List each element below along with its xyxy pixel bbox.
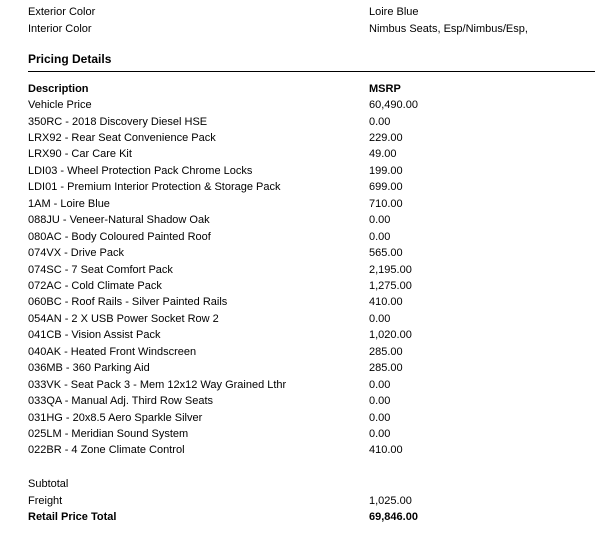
pricing-section-title: Pricing Details — [28, 52, 112, 66]
item-msrp: 410.00 — [369, 296, 403, 309]
pricing-item-row — [28, 443, 588, 457]
item-msrp: 699.00 — [369, 181, 403, 194]
item-description: 074SC - 7 Seat Comfort Pack — [28, 263, 173, 276]
item-description: 033QA - Manual Adj. Third Row Seats — [28, 395, 214, 408]
item-description: LRX92 - Rear Seat Convenience Pack — [28, 131, 216, 144]
pricing-item-row — [28, 147, 588, 161]
description-column-header: Description — [28, 83, 89, 95]
freight-label: Freight — [28, 495, 63, 507]
pricing-item-row — [28, 427, 588, 441]
pricing-item-row — [28, 213, 588, 227]
item-description: LRX90 - Car Care Kit — [28, 148, 132, 161]
item-description: 033VK - Seat Pack 3 - Mem 12x12 Way Grained Lthr — [28, 378, 287, 391]
item-description: 022BR - 4 Zone Climate Control — [28, 444, 185, 457]
item-msrp: 285.00 — [369, 345, 403, 358]
freight-row — [28, 494, 588, 508]
retail-total-label: Retail Price Total — [28, 511, 117, 523]
item-description: 080AC - Body Coloured Painted Roof — [28, 230, 211, 243]
item-msrp: 229.00 — [369, 131, 403, 144]
item-msrp: 60,490.00 — [369, 99, 418, 111]
pricing-item-row — [28, 328, 588, 342]
pricing-table-header — [28, 82, 588, 96]
pricing-item-row — [28, 164, 588, 178]
exterior-color-label: Exterior Color — [28, 6, 96, 18]
item-description: 025LM - Meridian Sound System — [28, 428, 189, 440]
subtotal-row — [28, 477, 588, 491]
item-description: 072AC - Cold Climate Pack — [28, 279, 162, 292]
section-divider — [28, 71, 595, 72]
pricing-item-row — [28, 378, 588, 392]
item-description: 088JU - Veneer-Natural Shadow Oak — [28, 214, 210, 227]
pricing-item-row — [28, 131, 588, 145]
pricing-item-row — [28, 295, 588, 309]
subtotal-label: Subtotal — [28, 478, 69, 490]
item-msrp: 0.00 — [369, 214, 391, 227]
item-description: Vehicle Price — [28, 99, 92, 111]
item-msrp: 1,020.00 — [369, 329, 412, 342]
item-msrp: 410.00 — [369, 444, 403, 457]
pricing-item-row — [28, 345, 588, 359]
pricing-item-row — [28, 263, 588, 277]
pricing-item-row — [28, 246, 588, 260]
item-msrp: 1,275.00 — [369, 279, 412, 292]
pricing-item-row — [28, 98, 588, 112]
item-msrp: 0.00 — [369, 378, 391, 391]
retail-total-value: 69,846.00 — [369, 511, 418, 523]
msrp-column-header: MSRP — [369, 83, 401, 95]
interior-color-value: Nimbus Seats, Esp/Nimbus/Esp, — [369, 23, 528, 35]
item-description: LDI01 - Premium Interior Protection & Storage Pack — [28, 181, 281, 194]
pricing-item-row — [28, 361, 588, 375]
interior-color-label: Interior Color — [28, 23, 92, 35]
item-msrp: 710.00 — [369, 197, 403, 210]
item-msrp: 2,195.00 — [369, 263, 412, 276]
exterior-color-value: Loire Blue — [369, 6, 419, 18]
item-description: 350RC - 2018 Discovery Diesel HSE — [28, 115, 208, 128]
pricing-item-row — [28, 197, 588, 211]
pricing-item-row — [28, 279, 588, 293]
pricing-item-row — [28, 312, 588, 326]
item-msrp: 0.00 — [369, 395, 391, 408]
item-description: 074VX - Drive Pack — [28, 247, 124, 259]
interior-color-row — [28, 22, 588, 36]
item-description: 060BC - Roof Rails - Silver Painted Rails — [28, 296, 228, 309]
item-msrp: 199.00 — [369, 164, 403, 177]
item-msrp: 565.00 — [369, 247, 403, 259]
item-msrp: 0.00 — [369, 428, 391, 440]
item-msrp: 49.00 — [369, 148, 397, 161]
pricing-item-row — [28, 180, 588, 194]
item-description: LDI03 - Wheel Protection Pack Chrome Locks — [28, 164, 253, 177]
item-description: 1AM - Loire Blue — [28, 197, 110, 210]
item-msrp: 0.00 — [369, 312, 391, 325]
pricing-item-row — [28, 115, 588, 129]
item-msrp: 0.00 — [369, 411, 391, 424]
pricing-item-row — [28, 411, 588, 425]
item-description: 040AK - Heated Front Windscreen — [28, 345, 197, 358]
freight-value: 1,025.00 — [369, 495, 412, 507]
item-description: 054AN - 2 X USB Power Socket Row 2 — [28, 312, 219, 325]
retail-total-row — [28, 510, 588, 524]
item-description: 036MB - 360 Parking Aid — [28, 362, 150, 375]
item-msrp: 0.00 — [369, 230, 391, 243]
exterior-color-row — [28, 5, 588, 19]
item-msrp: 0.00 — [369, 115, 391, 128]
pricing-item-row — [28, 230, 588, 244]
item-description: 031HG - 20x8.5 Aero Sparkle Silver — [28, 411, 203, 424]
pricing-item-row — [28, 394, 588, 408]
item-description: 041CB - Vision Assist Pack — [28, 329, 161, 342]
item-msrp: 285.00 — [369, 362, 403, 375]
